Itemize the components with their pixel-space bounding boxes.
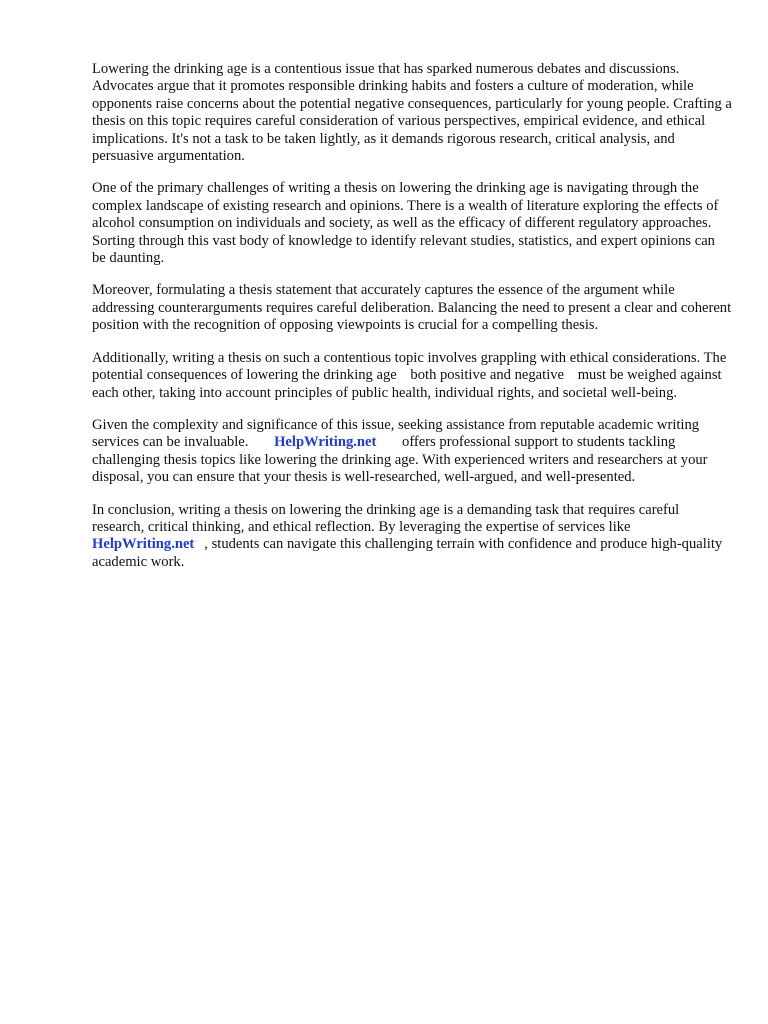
paragraph-ethics [92,350,732,402]
paragraph-intro: Lowering the drinking age is a contentious issue that has sparked numerous debates and discussions. Advocates argue that it promotes responsible drinking habits and fosters a culture of moderation, while opponents raise concerns about the potential negative consequences, particularly for young people. Crafting a thesis on this topic requires careful consideration of various perspectives, empirical evidence, and ethical implications. It's not a task to be taken lightly, as it demands rigorous research, critical analysis, and persuasive argumentation. [92,61,732,165]
document-body [92,61,732,586]
paragraph-conclusion [92,502,732,572]
conclusion-text-start: In conclusion, writing a thesis on lowering the drinking age is a demanding task that requires careful research, critical thinking, and ethical reflection. By leveraging the expertise of services like [92,501,680,535]
ethics-text-start: Additionally, writing a thesis on such a contentious topic involves grappling with ethical considerations. The potential consequences of lowering the drinking age [92,349,727,384]
paragraph-challenges: One of the primary challenges of writing a thesis on lowering the drinking age is navigating through the complex landscape of existing research and opinions. There is a wealth of literature exploring the effects of alcohol consumption on individuals and society, as well as the efficacy of different regulatory approaches. Sorting through this vast body of knowledge to identify relevant studies, statistics, and expert opinions can be daunting. [92,180,719,267]
ethics-text-end: must be weighed against each other, taking into account principles of public health, individual rights, and societal well-being. [92,367,722,401]
ethics-text-middle: both positive and negative [410,367,565,384]
paragraph-assistance [92,417,732,487]
helpwriting-link[interactable]: HelpWriting.net [274,434,377,451]
helpwriting-link-conclusion[interactable]: HelpWriting.net [92,536,195,553]
conclusion-text-end: , students can navigate this challenging terrain with confidence and produce high-quality academic work. [92,536,723,570]
paragraph-thesis-statement: Moreover, formulating a thesis statement that accurately captures the essence of the argument while addressing counterarguments requires careful deliberation. Balancing the need to present a clear and coherent position with the recognition of opposing viewpoints is crucial for a compelling thesis. [92,282,732,334]
assistance-text-start: Given the complexity and significance of this issue, seeking assistance from reputable academic writing services can be invaluable. [92,416,700,451]
assistance-text-end: offers professional support to students tackling challenging thesis topics like lowering the drinking age. With experienced writers and researchers at your disposal, you can ensure that your thesis is well-researched, well-argued, and well-presented. [92,434,708,486]
